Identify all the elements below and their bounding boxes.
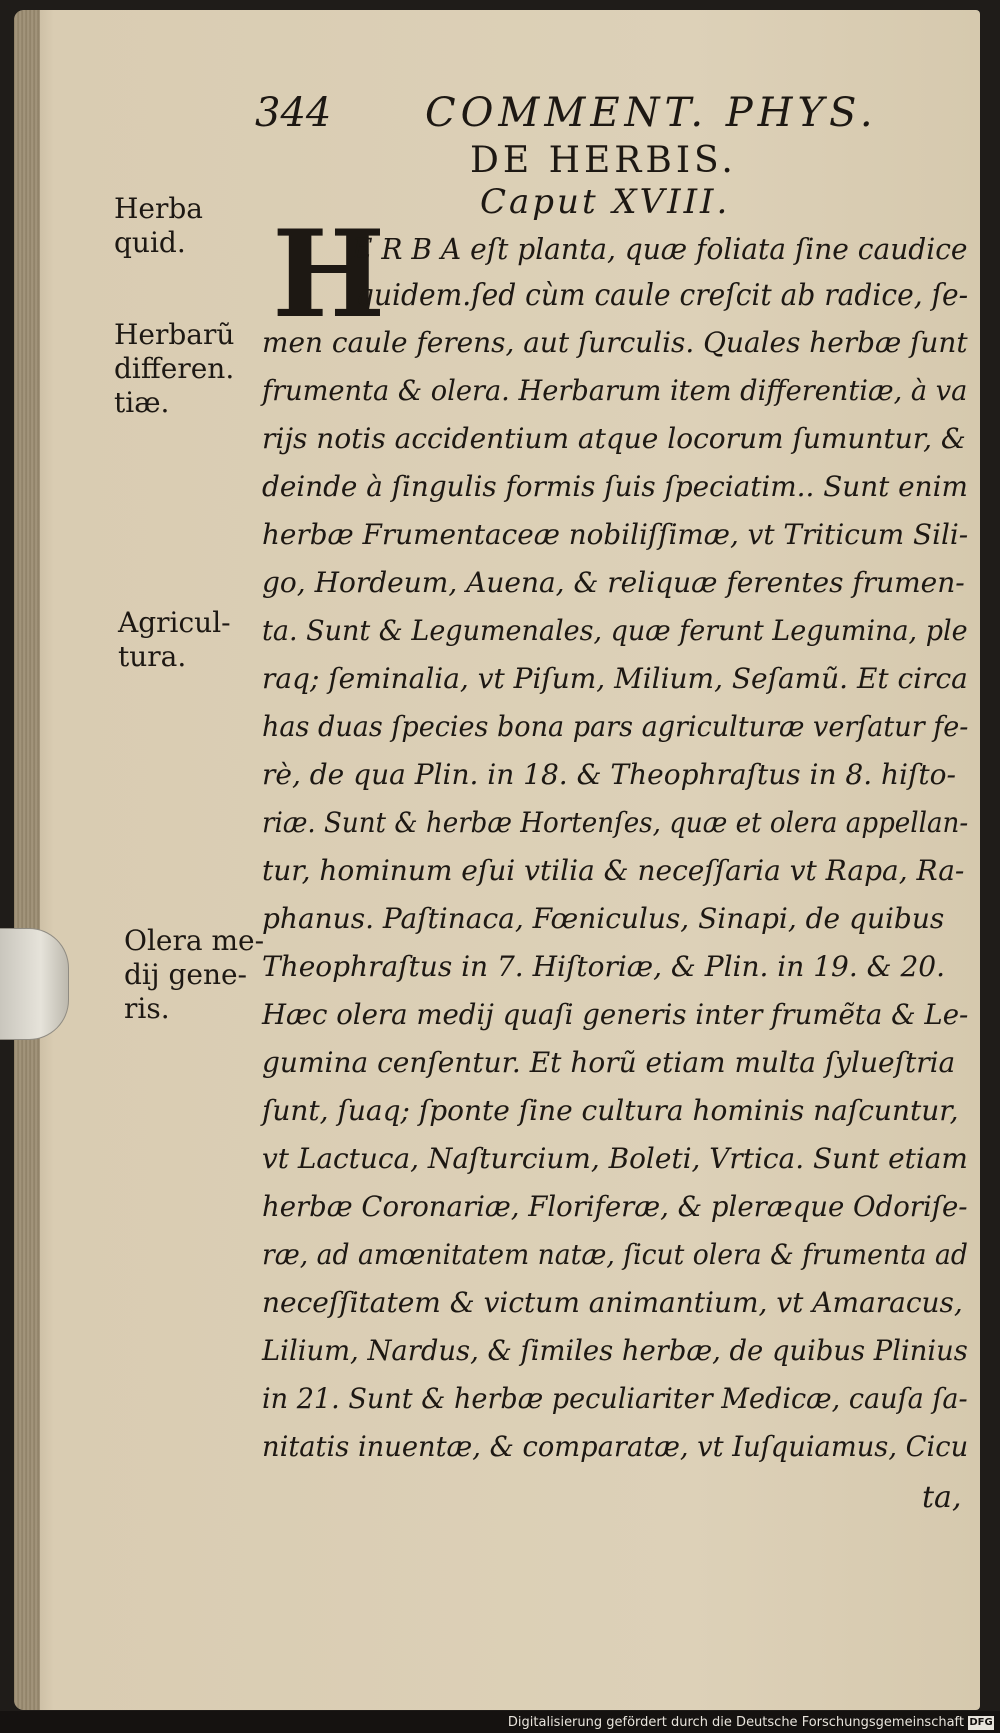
text-line: gumina cenſentur. Et horũ etiam multa ſylueſtria [262,1046,956,1079]
text-line: raq; ſeminalia, vt Piſum, Milium, Seſamũ. Et circa [262,662,968,695]
page-number: 344 [255,90,332,136]
text-line: E R B A eſt planta, quæ foliata ſine caudice [352,232,968,266]
text-line: ræ, ad amœnitatem natæ, ſicut olera & frumenta ad [262,1238,968,1271]
text-line: deinde à ſingulis formis ſuis ſpeciatim.. Sunt enim [262,470,968,503]
chapter-heading: Caput XVIII. [480,182,731,222]
margin-note: Herbarũ differen. tiæ. [114,318,235,419]
catchword: ta, [922,1480,962,1515]
section-title: DE HERBIS. [470,140,737,181]
dfg-logo: DFG [969,1717,993,1728]
text-line: Hæc olera medij quaſi generis inter frumẽta & Le- [262,998,969,1031]
text-line: Lilium, Nardus, & ſimiles herbæ, de quibus Plinius [262,1334,968,1367]
text-line: phanus. Paſtinaca, Fœniculus, Sinapi, de quibus [262,902,945,935]
text-line: vt Lactuca, Naſturcium, Boleti, Vrtica. Sunt etiam [262,1142,968,1175]
text-line: go, Hordeum, Auena, & reliquæ ferentes frumen- [262,566,965,599]
drop-cap: H [272,204,386,345]
text-line: herbæ Frumentaceæ nobiliſſimæ, vt Triticum Sili- [262,518,969,551]
text-line: nitatis inuentæ, & comparatæ, vt Iuſquiamus, Cicu [262,1430,969,1463]
text-line: riæ. Sunt & herbæ Hortenſes, quæ et olera appellan- [262,806,969,839]
text-line: has duas ſpecies bona pars agriculturæ verſatur fe- [262,710,969,743]
text-line: rijs notis accidentium atque locorum ſumuntur, & [262,422,966,455]
margin-note: Olera me- dij gene- ris. [124,924,265,1025]
text-line: men caule ferens, aut ſurculis. Quales herbæ ſunt [262,326,968,359]
running-head: COMMENT. PHYS. [425,90,878,136]
margin-note: Agricul- tura. [118,606,231,673]
text-line: Theophraſtus in 7. Hiſtoriæ, & Plin. in 19. & 20. [262,950,945,983]
text-line: rè, de qua Plin. in 18. & Theophraſtus in 8. hiſto- [262,758,956,791]
footer-bar [0,1711,1000,1733]
text-line: neceſſitatem & victum animantium, vt Amaracus, [262,1286,963,1319]
text-line: ta. Sunt & Legumenales, quæ ferunt Legumina, ple [262,614,968,647]
text-line: ſunt, ſuaq; ſponte ſine cultura hominis naſcuntur, [262,1094,959,1127]
text-line: herbæ Coronariæ, Floriferæ, & pleræque Odoriſe- [262,1190,968,1223]
text-line: tur, hominum eſui vtilia & neceſſaria vt Rapa, Ra- [262,854,965,887]
footer-credit: Digitalisierung gefördert durch die Deutsche Forschungsgemeinschaft [507,1715,964,1730]
margin-note: Herba quid. [114,192,203,259]
text-line: quidem.ſed cùm caule creſcit ab radice, ſe- [356,278,969,313]
text-line: frumenta & olera. Herbarum item differentiæ, à va [262,374,968,407]
text-line: in 21. Sunt & herbæ peculiariter Medicæ, cauſa ſa- [262,1382,968,1415]
